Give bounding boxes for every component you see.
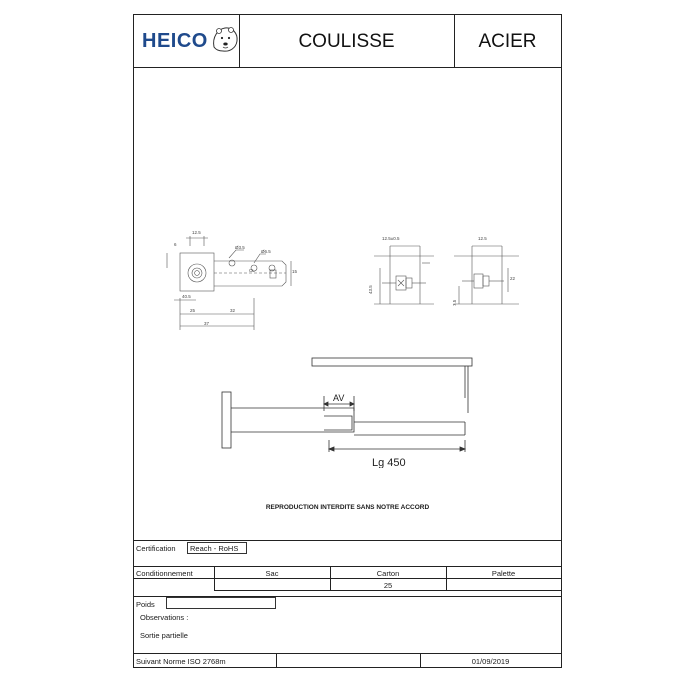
av-label: AV: [333, 393, 345, 403]
row-line: [134, 578, 561, 579]
packaging-value-carton: 25: [383, 581, 393, 590]
row-line: [134, 566, 561, 567]
certification-label: Certification: [136, 544, 176, 553]
material-title: ACIER: [478, 31, 537, 52]
dim-label: 12.5: [192, 230, 201, 235]
slide-side-view: [222, 358, 472, 452]
dim-label: 25: [190, 308, 196, 313]
observations-label: Observations :: [140, 613, 189, 622]
dim-label: 22: [510, 276, 516, 281]
footer-date: 01/09/2019: [471, 657, 510, 666]
technical-drawing: [134, 68, 561, 468]
dim-label: Ø3.5: [235, 245, 245, 250]
row-line: [214, 590, 561, 591]
dim-label: 32: [230, 308, 236, 313]
dim-label: CL: [249, 268, 255, 273]
weight-label: Poids: [136, 600, 155, 609]
product-title: COULISSE: [298, 31, 395, 52]
logo-text: HEICO: [142, 30, 208, 52]
dim-label: Ø6.5: [261, 249, 271, 254]
dim-label: 40.5: [182, 294, 191, 299]
heico-logo: [140, 27, 236, 57]
row-line: [134, 540, 561, 541]
footer-line: [134, 653, 561, 654]
dim-label: 15: [292, 269, 298, 274]
dimensions-middle: [368, 236, 400, 294]
footer-norm: Suivant Norme ISO 2768m: [136, 657, 226, 666]
section-view-middle: [374, 246, 434, 304]
technical-sheet: [133, 14, 562, 668]
reproduction-notice: REPRODUCTION INTERDITE SANS NOTRE ACCORD: [265, 504, 430, 511]
packaging-col-carton: Carton: [376, 569, 400, 578]
section-view-right: [454, 246, 519, 304]
packaging-label: Conditionnement: [136, 569, 193, 578]
dim-label: 37: [204, 321, 210, 326]
detail-view-left: [167, 236, 291, 330]
certification-value: Reach - RoHS: [190, 544, 239, 553]
length-label: Lg 450: [372, 457, 406, 468]
polar-bear-icon: [210, 23, 240, 55]
dimensions-right: [452, 236, 516, 306]
packaging-col-palette: Palette: [491, 569, 516, 578]
weight-box: [166, 597, 276, 609]
dim-label: 7.5: [452, 299, 457, 306]
dim-label: 6: [174, 242, 177, 247]
dim-label: 43.5: [368, 285, 373, 294]
footer-col-line: [276, 653, 277, 668]
dim-label: 12.5±0.5: [382, 236, 400, 241]
dim-label: 12.5: [478, 236, 487, 241]
packaging-col-sac: Sac: [265, 569, 279, 578]
observations-text: Sortie partielle: [140, 631, 188, 640]
dimensions-left: [174, 230, 298, 326]
